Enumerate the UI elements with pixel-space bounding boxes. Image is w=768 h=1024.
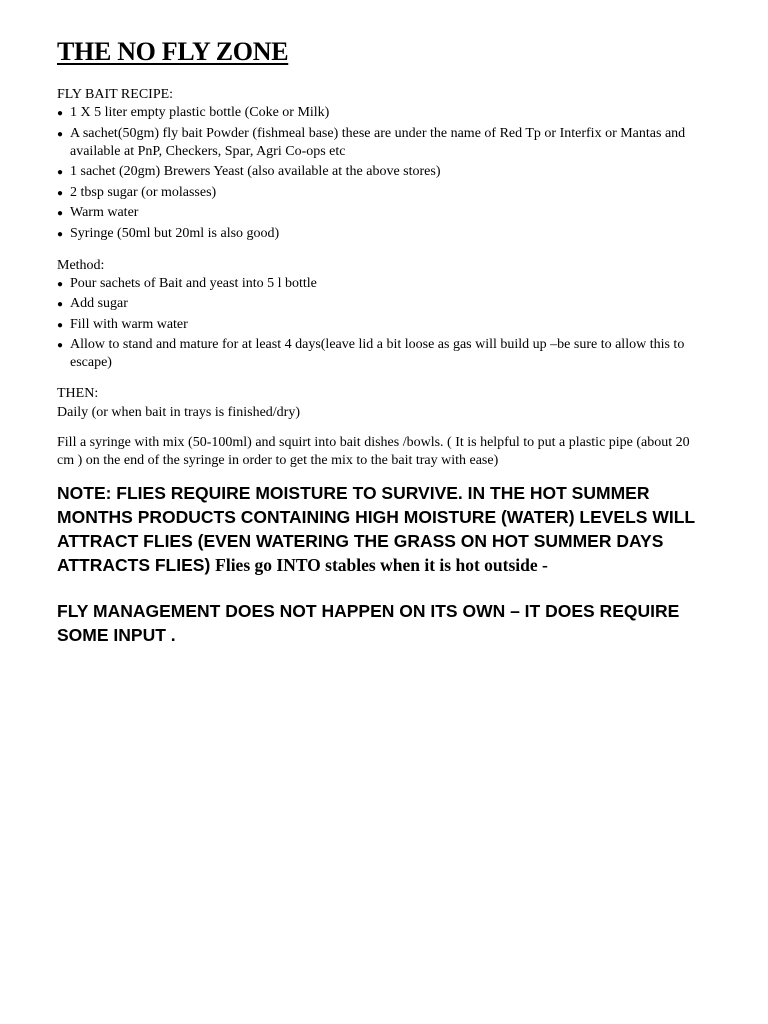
ingredients-list	[57, 104, 707, 243]
bullet-icon: ●	[57, 228, 64, 240]
list-item	[57, 184, 707, 202]
bullet-icon: ●	[57, 128, 64, 140]
bullet-icon: ●	[57, 187, 64, 199]
list-item-text: Pour sachets of Bait and yeast into 5 l bottle	[70, 275, 317, 291]
daily-text: Daily (or when bait in trays is finished/dry)	[57, 405, 301, 420]
list-item-text: 1 sachet (20gm) Brewers Yeast (also available at the above stores)	[70, 164, 441, 179]
list-item-text: Syringe (50ml but 20ml is also good)	[70, 225, 280, 241]
list-item-text: 2 tbsp sugar (or molasses)	[70, 184, 217, 200]
moisture-note-tail: Flies go INTO stables when it is hot outside -	[215, 555, 548, 575]
page-title: THE NO FLY ZONE	[57, 37, 289, 66]
moisture-note	[57, 481, 707, 577]
list-item	[57, 316, 707, 334]
list-item-text: A sachet(50gm) fly bait Powder (fishmeal base) these are under the name of Red Tp or Interfix or Mantas and available at PnP, Checkers, Spar, Agri Co-ops etc	[70, 125, 686, 159]
list-item-text: Warm water	[70, 205, 139, 220]
moisture-note-main: NOTE: FLIES REQUIRE MOISTURE TO SURVIVE. IN THE HOT SUMMER MONTHS PRODUCTS CONTAINING HIGH MOISTURE (WATER) LEVELS WILL ATTRACT FLIES (EVEN WATERING THE GRASS ON HOT SUMMER DAYS ATTRACTS FLIES)	[57, 483, 695, 575]
list-item	[57, 163, 707, 181]
list-item	[57, 204, 707, 222]
list-item	[57, 275, 707, 293]
list-item-text: 1 X 5 liter empty plastic bottle (Coke or Milk)	[70, 105, 330, 120]
bullet-icon: ●	[57, 340, 64, 351]
management-note: FLY MANAGEMENT DOES NOT HAPPEN ON ITS OWN – IT DOES REQUIRE SOME INPUT .	[57, 601, 680, 645]
list-item	[57, 225, 707, 243]
bullet-icon: ●	[57, 108, 64, 119]
then-label: THEN:	[57, 386, 99, 401]
list-item	[57, 104, 707, 122]
method-label: Method:	[57, 257, 105, 273]
list-item-text: Add sugar	[70, 296, 128, 311]
document-page	[57, 36, 707, 665]
list-item	[57, 295, 707, 313]
bullet-icon: ●	[57, 208, 64, 219]
list-item	[57, 336, 707, 372]
bullet-icon: ●	[57, 299, 64, 310]
bullet-icon: ●	[57, 319, 64, 331]
list-item	[57, 125, 707, 161]
method-list	[57, 275, 707, 373]
bullet-icon: ●	[57, 278, 64, 290]
bullet-icon: ●	[57, 167, 64, 178]
recipe-label: FLY BAIT RECIPE:	[57, 87, 174, 102]
list-item-text: Allow to stand and mature for at least 4 days(leave lid a bit loose as gas will build up –be sure to allow this to escape)	[70, 337, 685, 370]
fill-instructions: Fill a syringe with mix (50-100ml) and squirt into bait dishes /bowls. ( It is helpful to put a plastic pipe (about 20 cm ) on the end of the syringe in order to get the mix to the bait tray with ease)	[57, 435, 690, 468]
list-item-text: Fill with warm water	[70, 316, 188, 332]
